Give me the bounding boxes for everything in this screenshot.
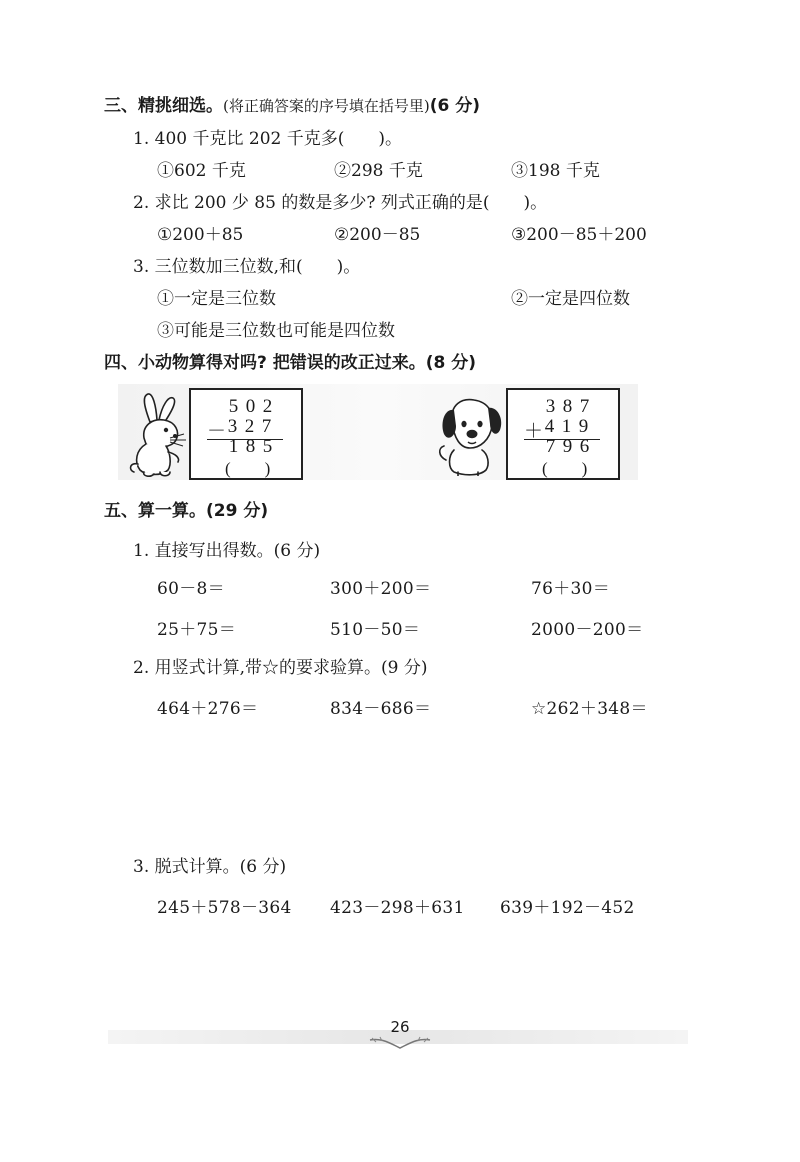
section-3-title: 三、精挑细选。 — [104, 96, 223, 116]
part-5-3-label: 3. 脱式计算。(6 分) — [133, 857, 287, 877]
section-4-title: 四、小动物算得对吗? 把错误的改正过来。(8 分) — [104, 353, 477, 373]
section-5-title: 五、算一算。(29 分) — [104, 501, 269, 521]
section-3-heading — [104, 91, 480, 116]
rabbit-subtrahend: － 3 2 7 — [207, 416, 272, 442]
option-3-3-a: ①一定是三位数 — [157, 289, 276, 309]
step-calc-item: 245＋578－364 — [157, 898, 292, 918]
plus-operator: ＋ — [524, 421, 544, 442]
question-3-1: 1. 400 千克比 202 千克多( )。 — [133, 129, 402, 149]
rabbit-result: 1 8 5 — [228, 436, 273, 457]
mental-math-item: 76＋30＝ — [531, 579, 611, 599]
dog-result: 7 9 6 — [545, 436, 590, 457]
part-5-1-label: 1. 直接写出得数。(6 分) — [133, 541, 321, 561]
step-calc-item: 423－298＋631 — [330, 898, 465, 918]
step-calc-item: 639＋192－452 — [500, 898, 635, 918]
mental-math-item: 60－8＝ — [157, 579, 225, 599]
mental-math-item: 510－50＝ — [330, 620, 421, 640]
dog-icon — [436, 394, 508, 476]
option-3-3-c: ③可能是三位数也可能是四位数 — [157, 321, 395, 341]
mental-math-item: 300＋200＝ — [330, 579, 432, 599]
question-3-2: 2. 求比 200 少 85 的数是多少? 列式正确的是( )。 — [133, 193, 548, 213]
dog-answer-blank[interactable]: ( ) — [542, 459, 588, 478]
vertical-calc-item: 834－686＝ — [330, 699, 432, 719]
footer-ornament-icon — [366, 1036, 434, 1050]
dog-top-number: 3 8 7 — [545, 396, 590, 417]
dog-addend: ＋ 4 1 9 — [524, 416, 589, 442]
rabbit-calculation-box — [189, 388, 303, 480]
option-3-1-c: ③198 千克 — [511, 161, 600, 181]
mental-math-item: 2000－200＝ — [531, 620, 644, 640]
option-3-2-a: ①200＋85 — [157, 225, 244, 245]
page-number: 26 — [390, 1018, 410, 1036]
option-3-1-b: ②298 千克 — [334, 161, 423, 181]
section-3-score: (6 分) — [429, 96, 481, 116]
option-3-3-b: ②一定是四位数 — [511, 289, 630, 309]
rabbit-icon — [126, 392, 190, 478]
rabbit-top-number: 5 0 2 — [228, 396, 273, 417]
part-5-2-label: 2. 用竖式计算,带☆的要求验算。(9 分) — [133, 658, 428, 678]
option-3-2-b: ②200－85 — [334, 225, 421, 245]
option-3-1-a: ①602 千克 — [157, 161, 246, 181]
question-3-3: 3. 三位数加三位数,和( )。 — [133, 257, 361, 277]
section-3-note: (将正确答案的序号填在括号里) — [223, 97, 430, 115]
vertical-calc-item: 464＋276＝ — [157, 699, 259, 719]
mental-math-item: 25＋75＝ — [157, 620, 237, 640]
option-3-2-c: ③200－85＋200 — [511, 225, 647, 245]
rabbit-answer-blank[interactable]: ( ) — [225, 459, 271, 478]
dog-calculation-box — [506, 388, 620, 480]
minus-operator: － — [207, 421, 227, 442]
vertical-calc-item: ☆262＋348＝ — [531, 699, 648, 719]
